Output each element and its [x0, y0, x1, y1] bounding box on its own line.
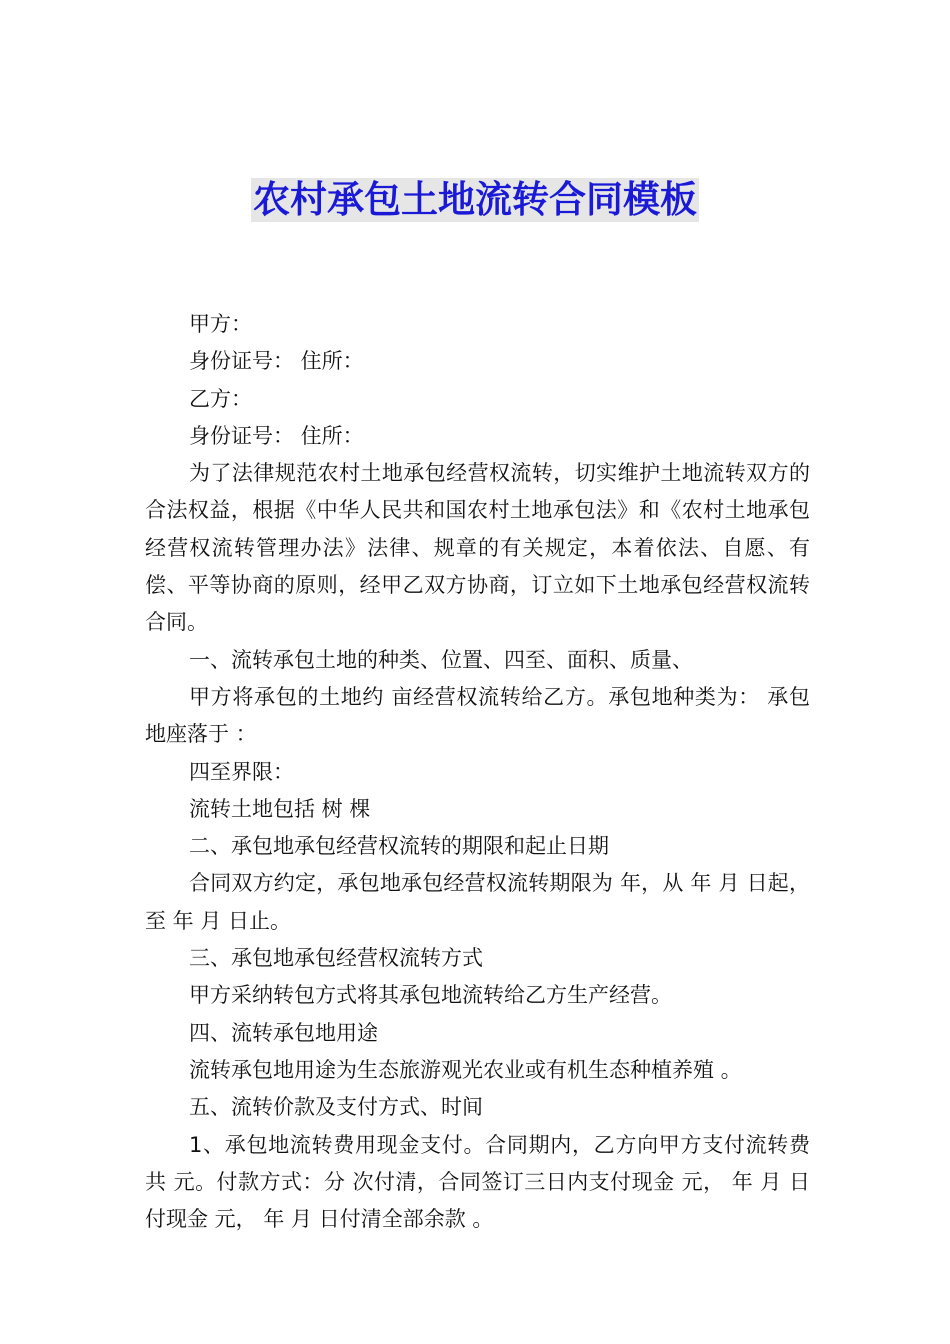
document-title: 农村承包土地流转合同模板 [253, 178, 697, 221]
section-2-paragraph: 合同双方约定，承包地承包经营权流转期限为 年，从 年 月 日起，至 年 月 日止。 [145, 871, 810, 933]
preamble-paragraph: 为了法律规范农村土地承包经营权流转，切实维护土地流转双方的合法权益，根据《中华人民共和国农村土地承包法》和《农村土地承包经营权流转管理办法》法律、规章的有关规定，本着依法、自愿、有偿、平等协商的原则，经甲乙双方协商，订立如下土地承包经营权流转合同。 [145, 461, 810, 635]
section-4-paragraph: 流转承包地用途为生态旅游观光农业或有机生态种植养殖 。 [189, 1057, 742, 1082]
section-5-heading: 五、流转价款及支付方式、时间 [189, 1095, 483, 1120]
party-b-id-address: 身份证号： 住所： [189, 423, 364, 448]
document-body [145, 306, 810, 1238]
section-3-paragraph: 甲方采纳转包方式将其承包地流转给乙方生产经营。 [189, 983, 672, 1008]
section-4-heading: 四、流转承包地用途 [189, 1020, 378, 1045]
section-2-heading: 二、承包地承包经营权流转的期限和起止日期 [189, 834, 609, 859]
section-5-item-1: 1、承包地流转费用现金支付。合同期内，乙方向甲方支付流转费共 元。付款方式：分 次付清，合同签订三日内支付现金 元， 年 月 日付现金 元， 年 月 日付清全部余款 。 [145, 1132, 810, 1232]
section-1-heading: 一、流转承包土地的种类、位置、四至、面积、质量、 [189, 647, 693, 672]
section-1-paragraph: 甲方将承包的土地约 亩经营权流转给乙方。承包地种类为： 承包地座落于 ： [145, 684, 810, 747]
title-container [0, 178, 950, 222]
trees-line: 流转土地包括 树 棵 [189, 796, 371, 821]
party-a-label: 甲方： [189, 312, 252, 336]
section-3-heading: 三、承包地承包经营权流转方式 [189, 946, 483, 971]
party-b-label: 乙方： [189, 386, 252, 411]
party-a-id-address: 身份证号： 住所： [189, 349, 364, 374]
boundaries-line: 四至界限： [189, 759, 294, 784]
